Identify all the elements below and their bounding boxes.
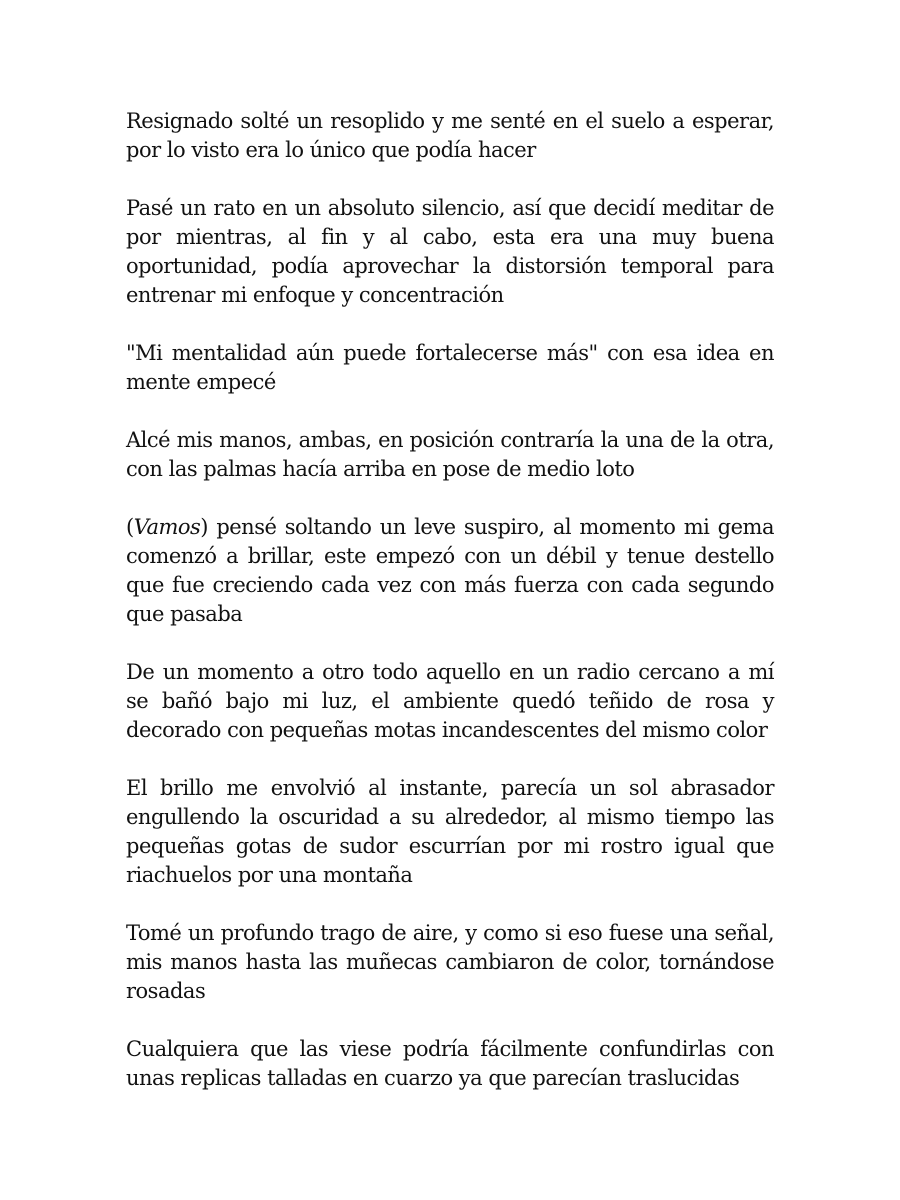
paragraph-9: Cualquiera que las viese podría fácilmente confundirlas con unas replicas talladas en cuarzo ya que parecían traslucidas [126,1037,774,1090]
paragraph-3: "Mi mentalidad aún puede fortalecerse más" con esa idea en mente empecé [126,341,774,394]
paragraph-2: Pasé un rato en un absoluto silencio, así que decidí meditar de por mientras, al fin y al cabo, esta era una muy buena oportunidad, podía aprovechar la distorsión temporal para entrenar mi enfoque y concentración [126,196,774,307]
italic-thought: Vamos [133,515,201,539]
paragraph-1: Resignado solté un resoplido y me senté en el suelo a esperar, por lo visto era lo único que podía hacer [126,109,774,162]
paragraph-5 [126,513,774,629]
paragraph-7: El brillo me envolvió al instante, parecía un sol abrasador engullendo la oscuridad a su alrededor, al mismo tiempo las pequeñas gotas de sudor escurrían por mi rostro igual que riachuelos por una montaña [126,776,774,887]
open-parenthesis: ( [126,515,134,539]
paragraph-4: Alcé mis manos, ambas, en posición contraría la una de la otra, con las palmas hacía arriba en pose de medio loto [126,428,774,481]
paragraph-5-rest: ) pensé soltando un leve suspiro, al momento mi gema comenzó a brillar, este empezó con un débil y tenue destello que fue creciendo cada vez con más fuerza con cada segundo que pasaba [126,515,774,626]
paragraph-6: De un momento a otro todo aquello en un radio cercano a mí se bañó bajo mi luz, el ambiente quedó teñido de rosa y decorado con pequeñas motas incandescentes del mismo color [126,660,774,742]
body-text [126,107,774,1093]
paragraph-8: Tomé un profundo trago de aire, y como si eso fuese una señal, mis manos hasta las muñecas cambiaron de color, tornándose rosadas [126,921,774,1003]
